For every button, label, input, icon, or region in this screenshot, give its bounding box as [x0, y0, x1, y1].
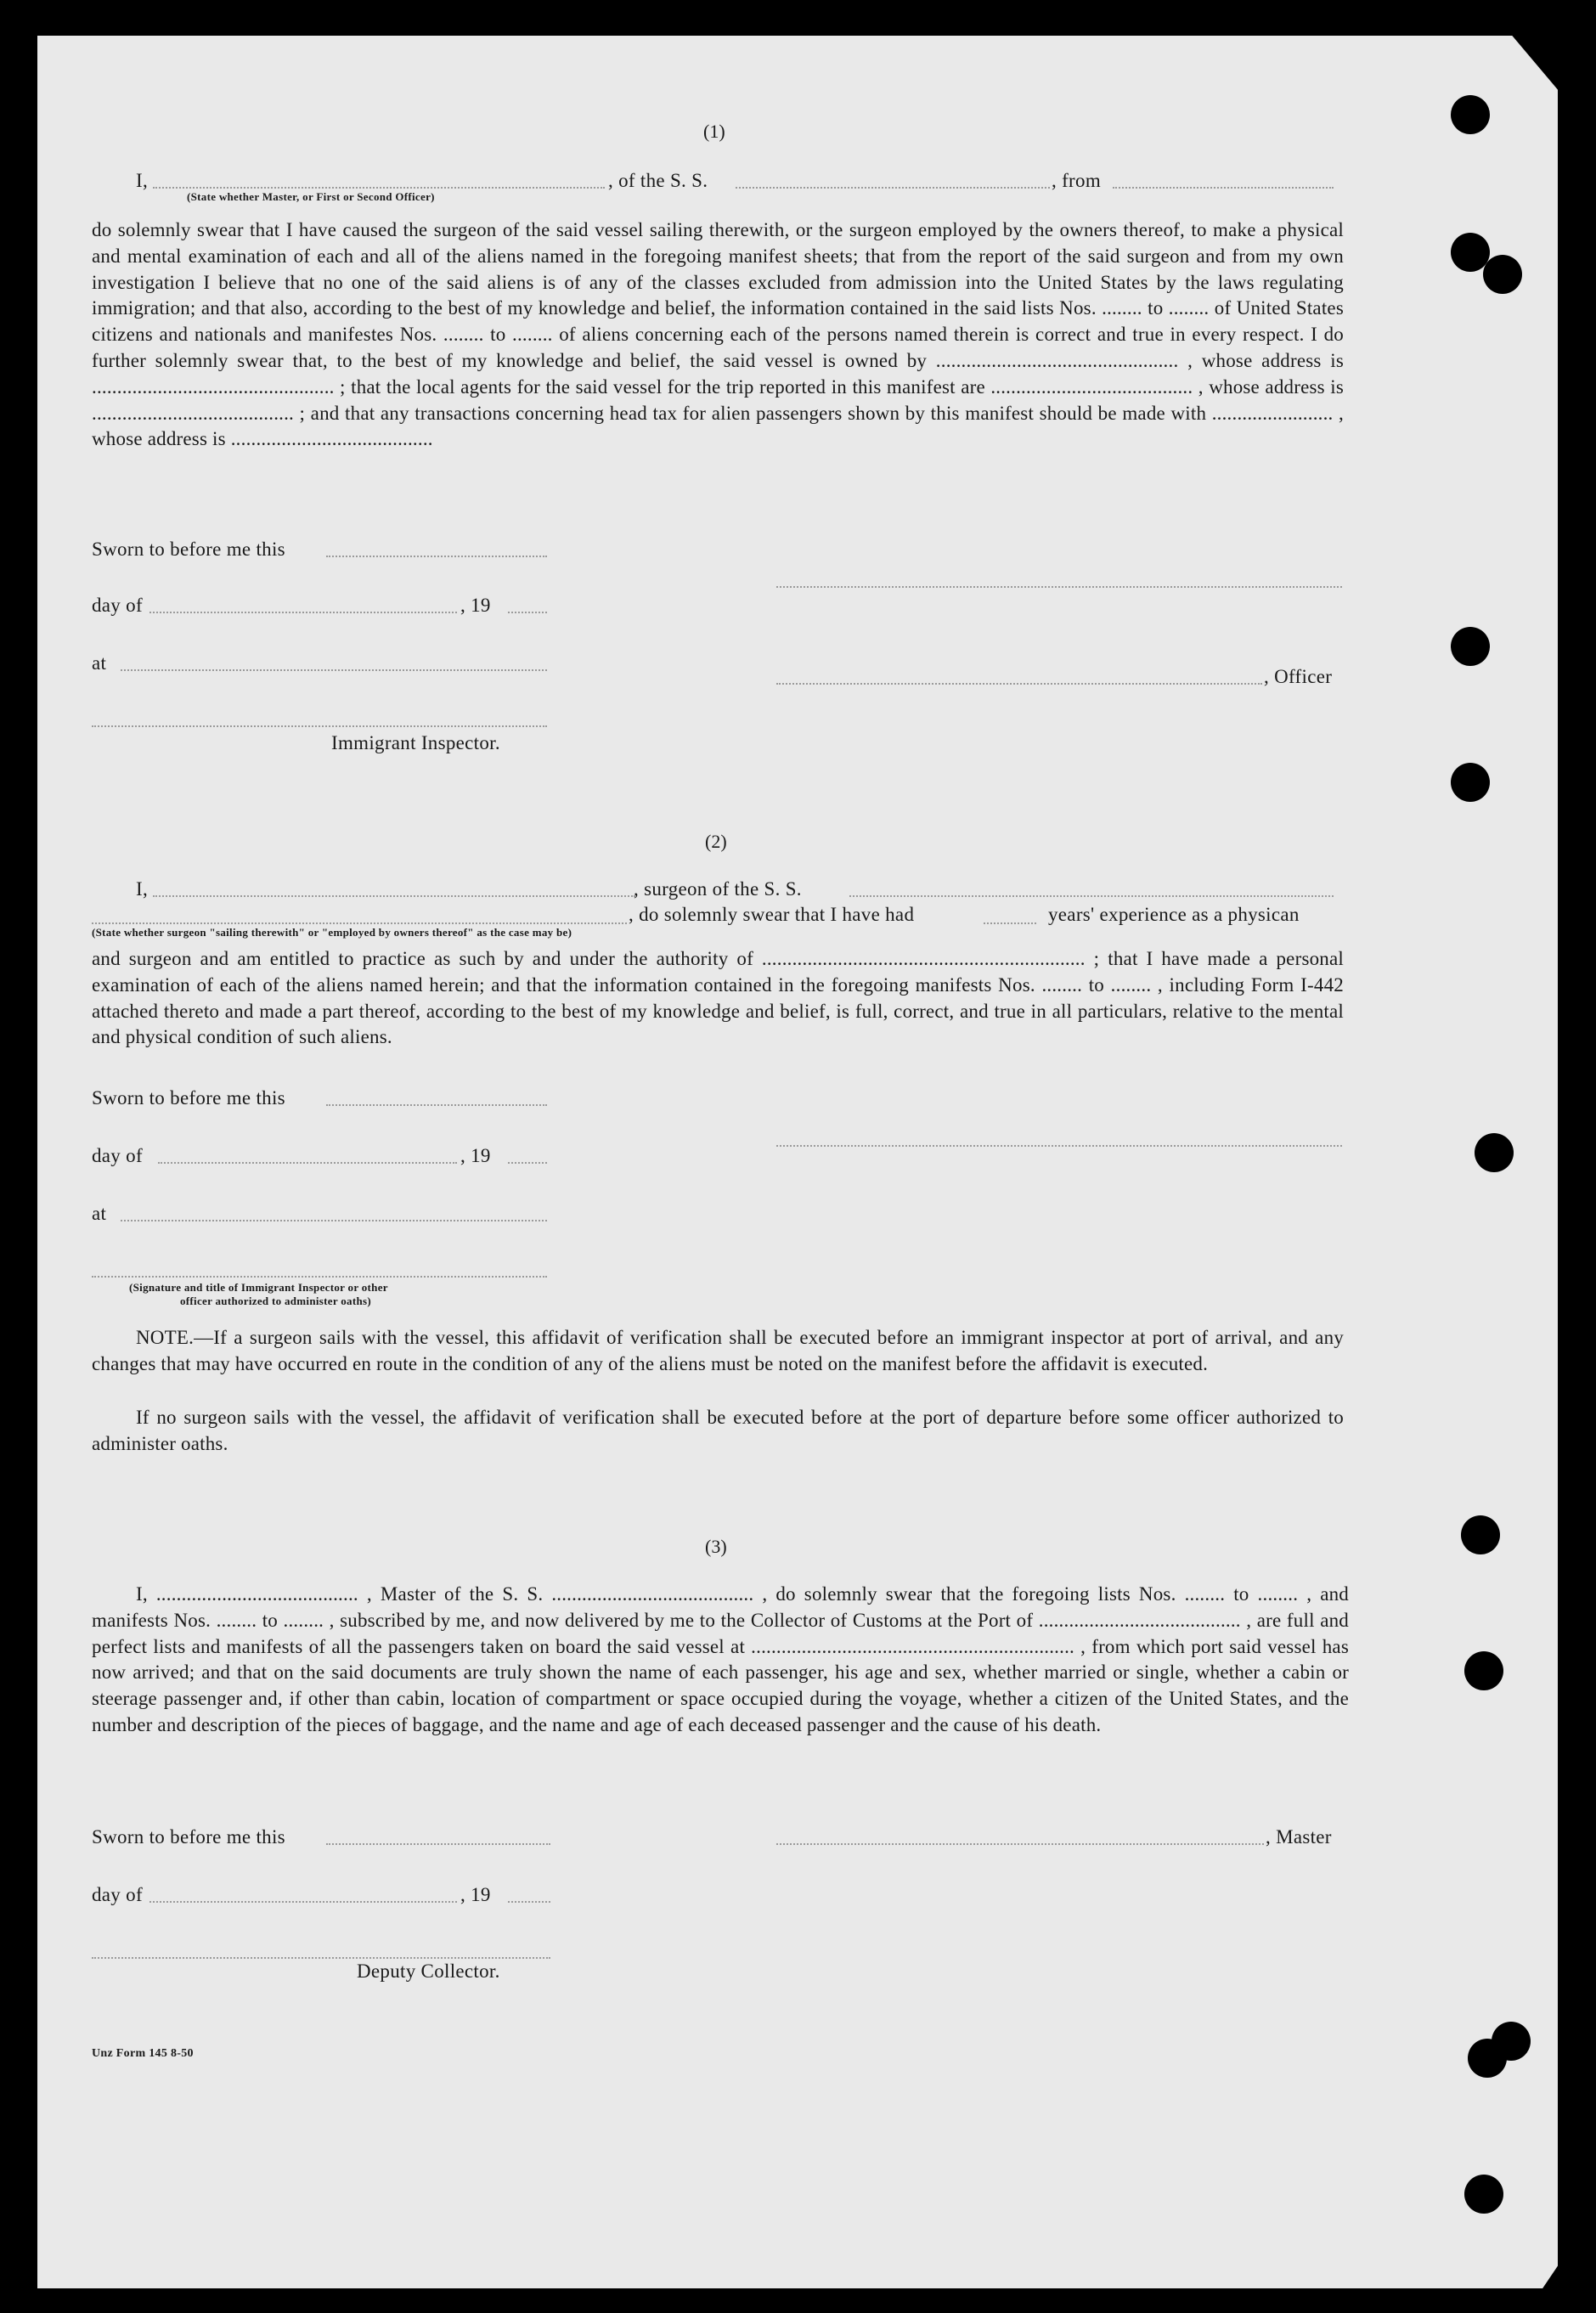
master-name-line[interactable] — [153, 187, 605, 189]
punch-hole — [1483, 255, 1522, 294]
section-3-day-line[interactable] — [149, 1901, 457, 1903]
signature-hint-line-2: officer authorized to administer oaths) — [180, 1295, 371, 1307]
section-1-sworn-label: Sworn to before me this — [92, 539, 285, 560]
master-signature-line[interactable] — [776, 1843, 1264, 1845]
section-2-number: (2) — [705, 831, 727, 852]
deputy-collector-label: Deputy Collector. — [357, 1960, 500, 1982]
section-1-at-label: at — [92, 652, 107, 674]
section-1-number: (1) — [703, 121, 725, 142]
master-label: , Master — [1266, 1826, 1332, 1848]
section-2-inspector-line[interactable] — [92, 1276, 547, 1278]
section-3-number: (3) — [705, 1536, 727, 1557]
do-swear-label: , do solemnly swear that I have had — [629, 904, 915, 925]
section-2-at-label: at — [92, 1203, 107, 1224]
signature-hint-line-1: (Signature and title of Immigrant Inspector or other — [129, 1281, 388, 1294]
surgeon-name-line[interactable] — [153, 895, 635, 897]
section-1-day-line[interactable] — [149, 612, 457, 613]
section-1-year-line[interactable] — [508, 612, 547, 613]
years-experience-line[interactable] — [984, 922, 1036, 924]
section-3-day-of-label: day of — [92, 1884, 143, 1905]
section-3-year-label: , 19 — [460, 1884, 491, 1905]
note-paragraph-1: NOTE.—If a surgeon sails with the vessel, this affidavit of verification shall be executed before an immigrant inspector at port of arrival, and any changes that may have occurred en route in the condition of any of the aliens must be noted on the manifest before the affidavit is executed. — [92, 1327, 1344, 1374]
section-3-sworn-date-line[interactable] — [326, 1843, 550, 1845]
section-1-day-of-label: day of — [92, 595, 143, 616]
inspector-signature-line[interactable] — [92, 725, 547, 727]
form-number: Unz Form 145 8-50 — [92, 2047, 194, 2060]
section-2-sworn-label: Sworn to before me this — [92, 1087, 285, 1109]
punch-hole — [1464, 2175, 1503, 2214]
deputy-collector-signature-line[interactable] — [92, 1957, 550, 1959]
surgeon-type-line[interactable] — [92, 922, 627, 924]
from-port-line[interactable] — [1113, 187, 1334, 189]
note-paragraph-2: If no surgeon sails with the vessel, the affidavit of verification shall be executed before at the port of departure before some officer authorized to administer oaths. — [92, 1407, 1344, 1454]
section-2-signature-line[interactable] — [776, 1145, 1342, 1147]
punch-hole — [1451, 95, 1490, 134]
section-1-at-line[interactable] — [121, 669, 547, 671]
years-experience-label: years' experience as a physican — [1048, 904, 1300, 925]
section-2-day-of-label: day of — [92, 1145, 143, 1166]
punch-hole — [1451, 763, 1490, 802]
section-1-upper-signature-line[interactable] — [776, 586, 1342, 588]
punch-hole — [1464, 1651, 1503, 1690]
of-ss-label: , of the S. S. — [608, 170, 708, 191]
section-1-i-label: I, — [136, 170, 149, 191]
immigrant-inspector-label: Immigrant Inspector. — [331, 732, 500, 753]
punch-hole — [1475, 1133, 1514, 1172]
section-3-sworn-label: Sworn to before me this — [92, 1826, 285, 1848]
punch-hole — [1451, 627, 1490, 666]
section-2-sworn-date-line[interactable] — [326, 1104, 547, 1106]
officer-label: , Officer — [1264, 666, 1333, 687]
section-1-sworn-date-line[interactable] — [326, 556, 547, 557]
section-2-day-line[interactable] — [158, 1162, 457, 1164]
section-2-at-line[interactable] — [121, 1220, 547, 1221]
surgeon-of-ss-label: , surgeon of the S. S. — [634, 878, 802, 900]
section-1-oath-text: do solemnly swear that I have caused the surgeon of the said vessel sailing therewith, or the surgeon employed by the owners thereof, to make a physical and mental examination of each and all of the aliens named in the foregoing manifest sheets; that from the report of the said surgeon and from my own investigation I believe that no one of the said aliens is of any of the classes excluded from admission into the United States by the laws regulating immigration; and that also, according to the best of my knowledge and belief, the information contained in the said lists Nos. ........ to ........ of United States citizens and nationals and manifestes Nos. ........ to ........ of aliens concerning each of the persons named therein is correct and true in every respect. I do further solemnly swear that, to the best of my knowledge and belief, the said vessel is owned by ................................................ , whose address is ................................................ ; that the local agents for the said vessel for the trip reported in this manifest are ........................................ , whose address is ........................................ ; and that any transactions concerning head tax for alien passengers shown by this manifest should be made with ........................ , whose address is ........................................ — [92, 219, 1344, 450]
master-hint: (State whether Master, or First or Second Officer) — [187, 190, 435, 203]
section-2-year-line[interactable] — [508, 1162, 547, 1164]
section-2-i-label: I, — [136, 878, 149, 900]
ship-name-line[interactable] — [736, 187, 1050, 189]
from-label: , from — [1052, 170, 1102, 191]
section-3-year-line[interactable] — [508, 1901, 550, 1903]
section-2-year-label: , 19 — [460, 1145, 491, 1166]
section-2-oath-text: and surgeon and am entitled to practice as such by and under the authority of ................................................................ ; that I have made a personal examination of each of the aliens named herein; and that the information contained in the foregoing manifests Nos. ........ to ........ , including Form I-442 attached thereto and made a part thereof, according to the best of my knowledge and belief, is full, correct, and true in all particulars, relative to the mental and physical condition of such aliens. — [92, 948, 1344, 1048]
section-3-oath-text: I, ........................................ , Master of the S. S. ........................................ , do solemnly swear that the foregoing lists Nos. ........ to ........ , and manifests Nos. ........ to ........ , subscribed by me, and now delivered by me to the Collector of Customs at the Port of ........................................ , are full and perfect lists and manifests of all the passengers taken on board the said vessel at ................................................................ , from which port said vessel has now arrived; and that on the said documents are truly shown the name of each passenger, his age and sex, whether married or single, whether a cabin or steerage passenger and, if other than cabin, location of compartment or space occupied during the voyage, whether a citizen of the United States, and the number and description of the pieces of baggage, and the name and age of each deceased passenger and the cause of his death. — [92, 1583, 1349, 1735]
section-1-year-label: , 19 — [460, 595, 491, 616]
surgeon-hint: (State whether surgeon "sailing therewith" or "employed by owners thereof" as the case may be) — [92, 926, 572, 939]
section-2-ship-line[interactable] — [849, 895, 1334, 897]
punch-hole — [1492, 2022, 1531, 2061]
officer-signature-line[interactable] — [776, 683, 1262, 685]
punch-hole — [1461, 1515, 1500, 1554]
